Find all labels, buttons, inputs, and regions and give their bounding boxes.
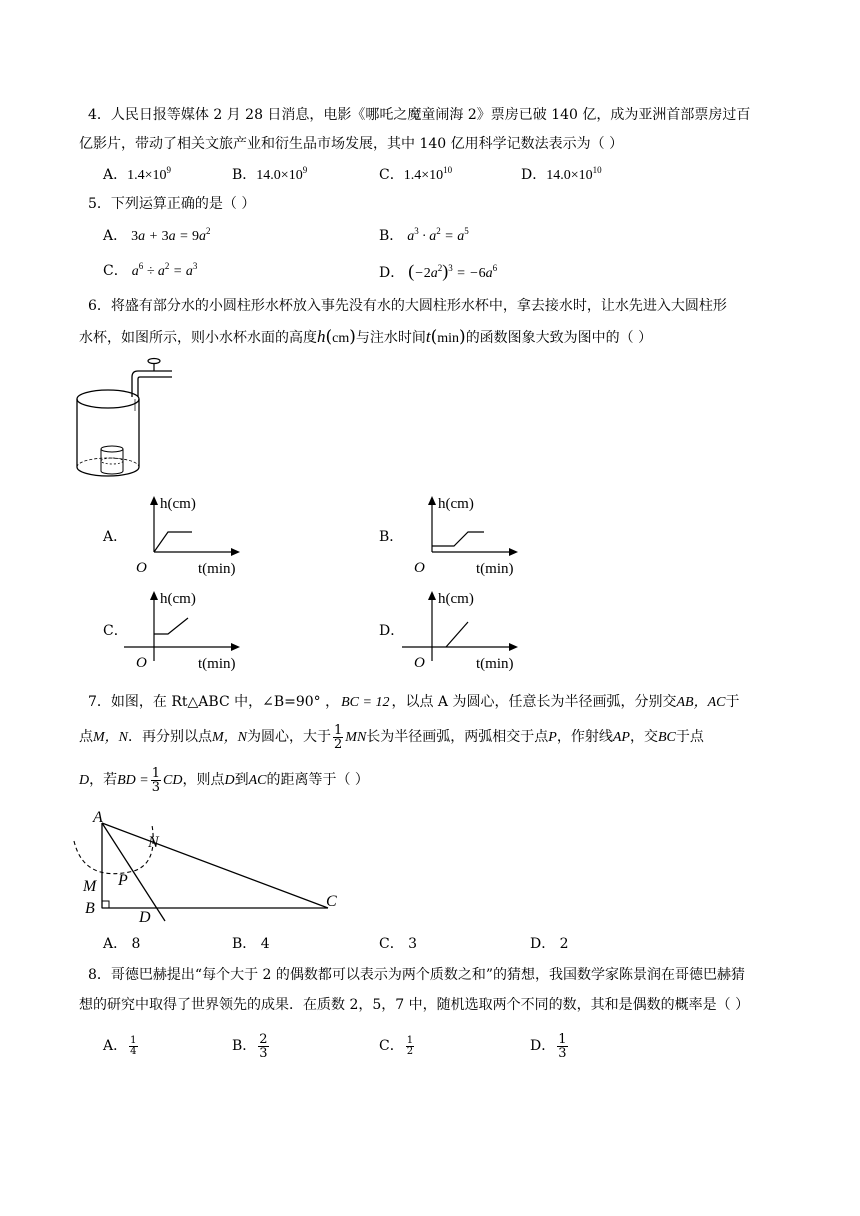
graph-d-origin: O bbox=[414, 655, 425, 671]
q7-option-a: A． 8 bbox=[103, 936, 141, 952]
q4-option-d: D．$14.0\times 10^{10}$ bbox=[521, 165, 602, 183]
graph-b-y-label: h(cm) bbox=[438, 496, 474, 512]
point-n: N bbox=[148, 834, 159, 851]
q8-stem-line1: 8．哥德巴赫提出“每个大于 2 的偶数都可以表示为两个质数之和”的猜想，我国数学家陈景润在哥德巴赫猜 bbox=[88, 967, 746, 983]
graph-a-origin: O bbox=[136, 560, 147, 576]
q7-option-b: B． 4 bbox=[232, 936, 270, 952]
q4-stem-line1: 4．人民日报等媒体 2 月 28 日消息，电影《哪吒之魔童闹海 2》票房已破 140 亿，成为亚洲首部票房过百 bbox=[88, 107, 751, 123]
point-m: M bbox=[83, 878, 97, 895]
q8-option-c: C． $\frac{1}{2}$ bbox=[379, 1034, 414, 1057]
graph-c-origin: O bbox=[136, 655, 147, 671]
q6-stem-line2: 水杯，如图所示，则小水杯水面的高度h(cm)与注水时间t(min)的函数图象大致为图中的（ ） bbox=[79, 327, 653, 347]
q7-option-c: C． 3 bbox=[379, 936, 418, 952]
graph-a-label: A． bbox=[103, 529, 128, 545]
graph-d-y-label: h(cm) bbox=[438, 591, 474, 607]
cylinder-figure bbox=[70, 355, 180, 485]
graph-a bbox=[120, 490, 250, 580]
graph-d-x-label: t(min) bbox=[476, 656, 514, 672]
q4-option-b: B．$14.0\times 10^9$ bbox=[232, 165, 308, 183]
q4-option-a: A．$1.4\times 10^9$ bbox=[103, 165, 172, 183]
point-d: D bbox=[139, 909, 151, 926]
q4-stem-line2: 亿影片，带动了相关文旅产业和衍生品市场发展，其中 140 亿用科学记数法表示为（ ） bbox=[79, 136, 624, 152]
q5-option-b: B． $a^3 \cdot a^2 = a^5$ bbox=[379, 226, 469, 244]
graph-c-label: C． bbox=[103, 623, 128, 639]
q5-stem: 5．下列运算正确的是（ ） bbox=[88, 196, 256, 212]
vertex-c: C bbox=[326, 893, 337, 910]
graph-a-x-label: t(min) bbox=[198, 561, 236, 577]
q7-stem-line1: 7．如图，在 Rt△ABC 中，∠B=90° ， BC = 12 ，以点 A 为圆心，任意长为半径画弧，分别交AB，AC于 bbox=[88, 694, 740, 710]
graph-c-x-label: t(min) bbox=[198, 656, 236, 672]
vertex-a: A bbox=[93, 809, 103, 826]
graph-c-y-label: h(cm) bbox=[160, 591, 196, 607]
q8-option-a: A． $\frac{1}{4}$ bbox=[103, 1034, 137, 1057]
q8-option-b: B． $\frac{2}{3}$ bbox=[232, 1031, 268, 1061]
q7-option-d: D． 2 bbox=[530, 936, 569, 952]
q5-option-c: C． $a^6 \div a^2 = a^3$ bbox=[103, 261, 198, 279]
q4-option-c: C．$1.4\times 10^{10}$ bbox=[379, 165, 453, 183]
q7-stem-line2: 点M，N．再分别以点M，N为圆心，大于 $\frac{1}{2}$ MN长为半径画弧，两弧相交于点P，作射线AP，交BC于点 bbox=[79, 722, 704, 752]
q5-option-d: D． $(-2a^2)^3 = -6a^6$ bbox=[379, 261, 498, 281]
graph-b-x-label: t(min) bbox=[476, 561, 514, 577]
q6-stem-line1: 6．将盛有部分水的小圆柱形水杯放入事先没有水的大圆柱形水杯中，拿去接水时，让水先进入大圆柱形 bbox=[88, 298, 727, 314]
triangle-figure bbox=[70, 805, 350, 925]
graph-c bbox=[120, 585, 250, 675]
graph-b bbox=[398, 490, 528, 580]
point-p: P bbox=[118, 872, 128, 889]
graph-b-origin: O bbox=[414, 560, 425, 576]
vertex-b: B bbox=[85, 900, 95, 917]
graph-b-label: B． bbox=[379, 529, 404, 545]
q8-stem-line2: 想的研究中取得了世界领先的成果．在质数 2，5，7 中，随机选取两个不同的数，其和是偶数的概率是（ ） bbox=[79, 997, 750, 1013]
graph-d-label: D． bbox=[379, 623, 405, 639]
q8-option-d: D． $\frac{1}{3}$ bbox=[530, 1031, 567, 1061]
graph-d bbox=[398, 585, 528, 675]
q5-option-a: A． $3a + 3a = 9a^2$ bbox=[103, 226, 211, 244]
graph-a-y-label: h(cm) bbox=[160, 496, 196, 512]
q7-stem-line3: D，若BD = $\frac{1}{3}$ CD，则点D到AC的距离等于（ ） bbox=[79, 765, 369, 795]
